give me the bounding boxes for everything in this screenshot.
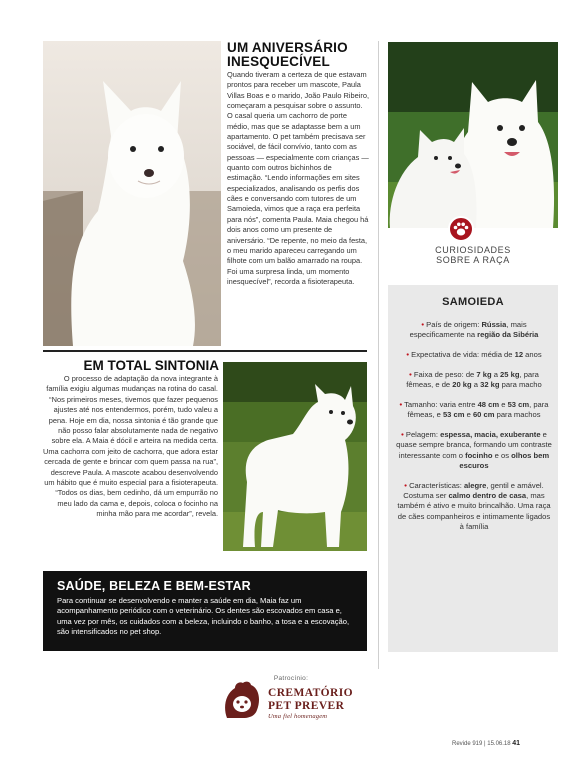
sponsor-label: Patrocínio: (273, 675, 309, 682)
bullet-icon: • (406, 350, 410, 360)
fact-weight: • Faixa de peso: de 7 kg a 25 kg, para fêmeas, e de 20 kg a 32 kg para macho (406, 369, 542, 390)
magazine-info: Revide 919 | 15.06.18 (452, 741, 511, 747)
bullet-icon: • (401, 430, 404, 440)
crematorio-logo-text (268, 687, 368, 721)
logo-line2: PET PREVER (268, 700, 345, 712)
photo-samoyed-standing (223, 362, 367, 551)
article-title-aniversario: UM ANIVERSÁRIO INESQUECÍVEL (227, 40, 348, 69)
health-box-title: SAÚDE, BELEZA E BEM-ESTAR (57, 579, 251, 593)
curiosidades-line2: SOBRE A RAÇA (436, 255, 510, 265)
fact-origin: • País de origem: Rússia, mais especificamente na região da Sibéria (409, 320, 539, 340)
column-divider (378, 41, 379, 669)
bullet-icon: • (421, 320, 425, 329)
curiosidades-label (388, 245, 558, 265)
bullet-icon: • (404, 480, 407, 490)
article-body-aniversario: Quando tiveram a certeza de que estavam prontos para receber um mascote, Paula Villas Boas e o marido, João Paulo Ribeiro, começaram a pesquisar sobre o assunto. O casal queria um cachorro de porte médio, mas que se adaptasse bem a um apartamento. O pet também precisava ser sociável, de fácil convívio, tanto com as pessoas — especialmente com crianças — quanto com outros bichinhos de estimação. “Lendo informações em sites especializados, analisando os perfis dos cães e conversando com tutores de um Samoieda, vimos que a raça era perfeita para nós”, comenta Paula. Maia chegou há dois anos como um presente de aniversário. “De repente, no meio da festa, o meu marido apareceu carregando um filhote com um balão amarrado na roupa. Foi uma surpresa linda, um momento inesquecível”, recorda a fisioterapeuta. (227, 70, 370, 286)
paw-icon (448, 216, 474, 242)
photo-samoyed-sitting (43, 41, 221, 346)
article-body-sintonia: O processo de adaptação da nova integrante à família exigiu algumas mudanças na rotina do casal. “Nos primeiros meses, tivemos que fazer pequenos ajustes até nos entendermos, porém, tudo valeu a pena. Hoje em dia, nossa sintonia é tão grande que não posso falar absolutamente nada de negativo sobre ela. A Maia é dócil e arteira na medida certa. Uma cachorra com jeito de cachorra, que adora estar cercada de gente e brincar com quem passa na rua”, descreve Paula. A mascote acabou desenvolvendo um hábito que é muito especial para a fisioterapeuta. “Todos os dias, bem cedinho, dá um empurrão no meu lado da cama e, depois, coloca o focinho na minha mão para me acordar”, revela. (43, 374, 218, 519)
sidebar-title: SAMOIEDA (442, 296, 504, 308)
crematorio-logo-icon (221, 680, 263, 720)
logo-tagline: Uma fiel homenagem (268, 713, 328, 720)
breed-facts-list (396, 320, 552, 542)
curiosidades-line1: CURIOSIDADES (435, 245, 511, 255)
health-box (43, 571, 367, 651)
fact-traits: • Características: alegre, gentil e amável. Costuma ser calmo dentro de casa, mas também é ativo e muito brincalhão. Uma raça de cães companheiros e intimamente ligados à família (397, 480, 551, 531)
page-folio (452, 740, 552, 747)
logo-line1: CREMATÓRIO (268, 687, 353, 699)
divider-rule (43, 350, 367, 352)
fact-coat: • Pelagem: espessa, macia, exuberante e quase sempre branca, formando um contraste interessante com o focinho e os olhos bem escuros (396, 430, 552, 470)
page-number: 41 (512, 740, 521, 747)
bullet-icon: • (399, 399, 403, 409)
fact-size: • Tamanho: varia entre 48 cm e 53 cm, para fêmeas, e 53 cm e 60 cm para machos (399, 399, 549, 420)
article-title-sintonia: EM TOTAL SINTONIA (83, 358, 219, 373)
bullet-icon: • (409, 369, 412, 379)
photo-samoyed-with-puppy (388, 42, 558, 228)
health-box-text: Para continuar se desenvolvendo e manter a saúde em dia, Maia faz um acompanhamento periódico com o veterinário. Os dentes são escovados em casa e, uma vez por mês, os cuidados com a beleza, incluindo o banho, a tosa e a escovação, são intensificados no pet shop. (57, 596, 350, 636)
fact-lifespan: • Expectativa de vida: média de 12 anos (406, 350, 542, 360)
